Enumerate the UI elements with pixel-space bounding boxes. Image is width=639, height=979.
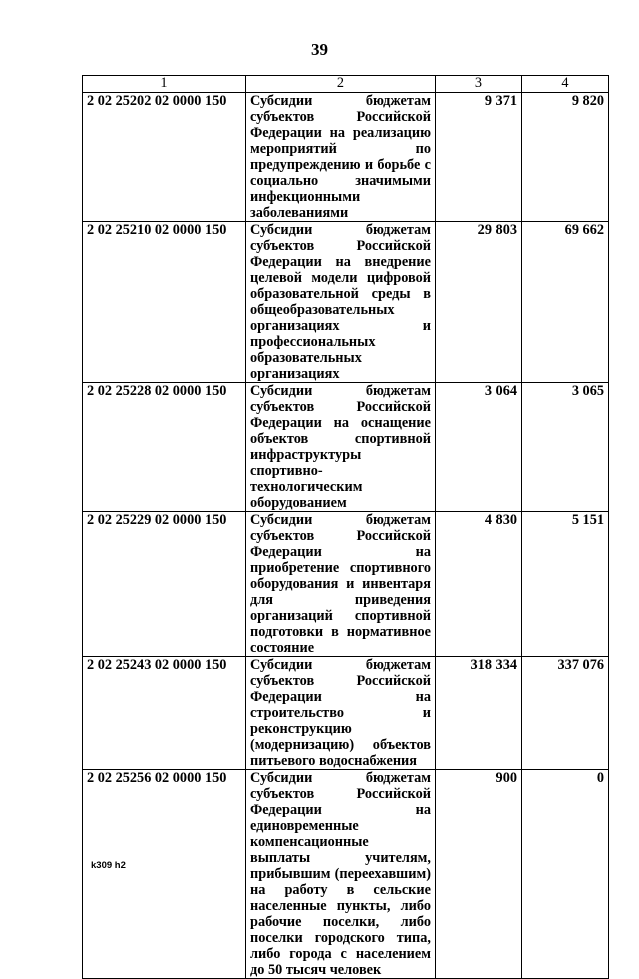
amount-col4-cell: 5 151: [522, 512, 609, 657]
budget-code-cell: 2 02 25229 02 0000 150: [83, 512, 246, 657]
amount-col3-cell: 4 830: [436, 512, 522, 657]
table-header-row: [83, 76, 609, 93]
amount-col3-cell: 29 803: [436, 222, 522, 383]
description-cell: Субсидии бюджетам субъектов Российской Федерации на внедрение целевой модели цифровой образовательной среды в общеобразовательных организациях и профессиональных образовательных организациях: [246, 222, 436, 383]
amount-col4-cell: 9 820: [522, 93, 609, 222]
table-row: [83, 512, 609, 657]
table-row: [83, 770, 609, 979]
description-cell: Субсидии бюджетам субъектов Российской Федерации на оснащение объектов спортивной инфраструктуры спортивно-технологическим оборудованием: [246, 383, 436, 512]
amount-col3-cell: 9 371: [436, 93, 522, 222]
table-row: [83, 93, 609, 222]
page-number: 39: [311, 40, 328, 59]
amount-col3-cell: 3 064: [436, 383, 522, 512]
table-row: [83, 657, 609, 770]
description-cell: Субсидии бюджетам субъектов Российской Федерации на приобретение спортивного оборудования и инвентаря для приведения организаций спортивной подготовки в нормативное состояние: [246, 512, 436, 657]
footer-code: k309 h2: [91, 860, 126, 871]
amount-col4-cell: 337 076: [522, 657, 609, 770]
budget-code-cell: 2 02 25202 02 0000 150: [83, 93, 246, 222]
amount-col4-cell: 3 065: [522, 383, 609, 512]
budget-code-cell: 2 02 25228 02 0000 150: [83, 383, 246, 512]
amount-col3-cell: 900: [436, 770, 522, 979]
amount-col3-cell: 318 334: [436, 657, 522, 770]
table-row: [83, 222, 609, 383]
budget-code-cell: 2 02 25210 02 0000 150: [83, 222, 246, 383]
amount-col4-cell: 69 662: [522, 222, 609, 383]
table-row: [83, 383, 609, 512]
column-header-1: 1: [83, 76, 246, 93]
budget-table: [82, 75, 609, 979]
column-header-3: 3: [436, 76, 522, 93]
description-cell: Субсидии бюджетам субъектов Российской Федерации на строительство и реконструкцию (модернизацию) объектов питьевого водоснабжения: [246, 657, 436, 770]
budget-code-cell: 2 02 25243 02 0000 150: [83, 657, 246, 770]
column-header-4: 4: [522, 76, 609, 93]
description-cell: Субсидии бюджетам субъектов Российской Федерации на единовременные компенсационные выплаты учителям, прибывшим (переехавшим) на работу в сельские населенные пункты, либо рабочие поселки, либо поселки городского типа, либо города с населением до 50 тысяч человек: [246, 770, 436, 979]
budget-code-cell: 2 02 25256 02 0000 150: [83, 770, 246, 979]
column-header-2: 2: [246, 76, 436, 93]
amount-col4-cell: 0: [522, 770, 609, 979]
description-cell: Субсидии бюджетам субъектов Российской Федерации на реализацию мероприятий по предупреждению и борьбе с социально значимыми инфекционными заболеваниями: [246, 93, 436, 222]
